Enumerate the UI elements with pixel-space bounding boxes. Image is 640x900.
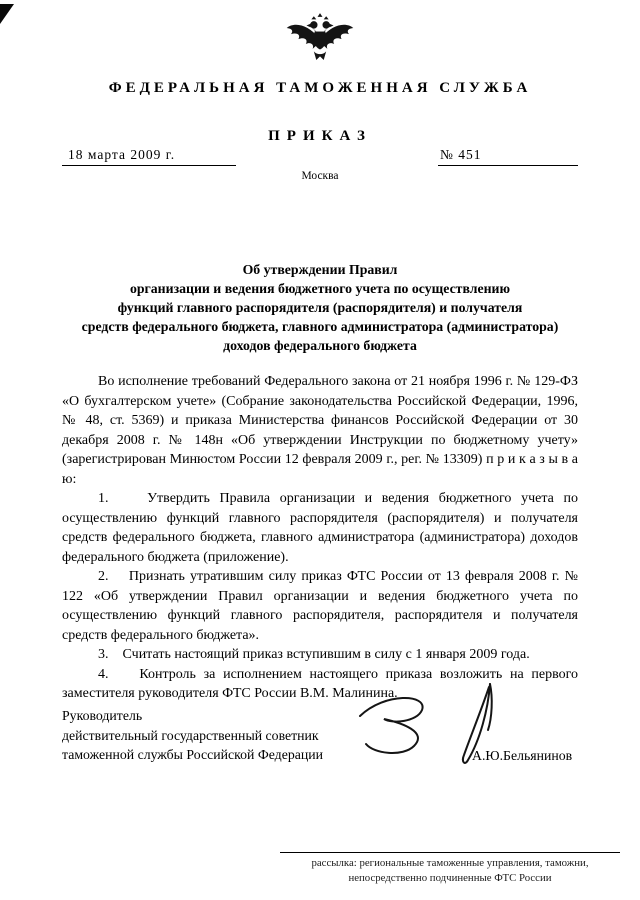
order-title — [40, 260, 600, 355]
order-title-line: функций главного распорядителя (распорядителя) и получателя — [117, 300, 523, 315]
order-title-line: доходов федерального бюджета — [223, 338, 417, 353]
distribution-note-line: непосредственно подчиненные ФТС России — [348, 872, 552, 884]
document-type-title: ПРИКАЗ — [268, 128, 372, 144]
order-body — [62, 372, 578, 704]
signatory-position-line: Руководитель — [62, 708, 143, 723]
double-headed-eagle-icon — [283, 12, 357, 76]
scan-artifact — [0, 4, 14, 42]
signatory-position-line: действительный государственный советник — [62, 727, 319, 743]
signatory-position — [62, 706, 362, 765]
handwritten-signature — [340, 678, 540, 783]
signatory-name: А.Ю.Бельянинов — [472, 748, 573, 763]
order-item-2: 2. Признать утратившим силу приказ ФТС России от 13 февраля 2008 г. № 122 «Об утверждении Правил организации и ведения бюджетного учета по осуществлению функций главного распорядителя, распорядителя и получателя средств федерального бюджета». — [62, 569, 578, 643]
distribution-note — [270, 856, 630, 886]
agency-name: ФЕДЕРАЛЬНАЯ ТАМОЖЕННАЯ СЛУЖБА — [108, 80, 532, 96]
order-number: № 451 — [438, 147, 578, 166]
distribution-note-line: рассылка: региональные таможенные управления, таможни, — [311, 857, 589, 869]
city-label: Москва — [301, 170, 339, 182]
order-item-1: 1. Утвердить Правила организации и ведения бюджетного учета по осуществлению функций главного распорядителя (распорядителя) и получателя средств федерального бюджета, главного администратора (администратора) доходов федерального бюджета (приложение). — [62, 491, 578, 565]
order-date: 18 марта 2009 г. — [62, 147, 236, 166]
footer-divider — [280, 852, 620, 853]
order-item-4: 4. Контроль за исполнением настоящего приказа возложить на первого заместителя руководителя ФТС России В.М. Малинина. — [62, 666, 578, 701]
order-title-line: средств федерального бюджета, главного администратора (администратора) — [81, 319, 559, 334]
preamble-paragraph: Во исполнение требований Федерального закона от 21 ноября 1996 г. № 129-ФЗ «О бухгалтерском учете» (Собрание законодательства Российской Федерации, 1996, № 48, ст. 5369) и приказа Министерства финансов Российской Федерации от 30 декабря 2008 г. № 148н «Об утверждении Инструкции по бюджетному учету» (зарегистрирован Минюстом России 12 февраля 2009 г., рег. № 13309) п р и к а з ы в а ю: — [62, 374, 578, 487]
order-title-line: организации и ведения бюджетного учета по осуществлению — [129, 281, 511, 296]
order-item-3: 3. Считать настоящий приказ вступившим в силу с 1 января 2009 года. — [98, 647, 530, 662]
order-title-line: Об утверждении Правил — [242, 262, 398, 277]
coat-of-arms — [283, 12, 357, 81]
signatory-position-line: таможенной службы Российской Федерации — [62, 747, 323, 762]
